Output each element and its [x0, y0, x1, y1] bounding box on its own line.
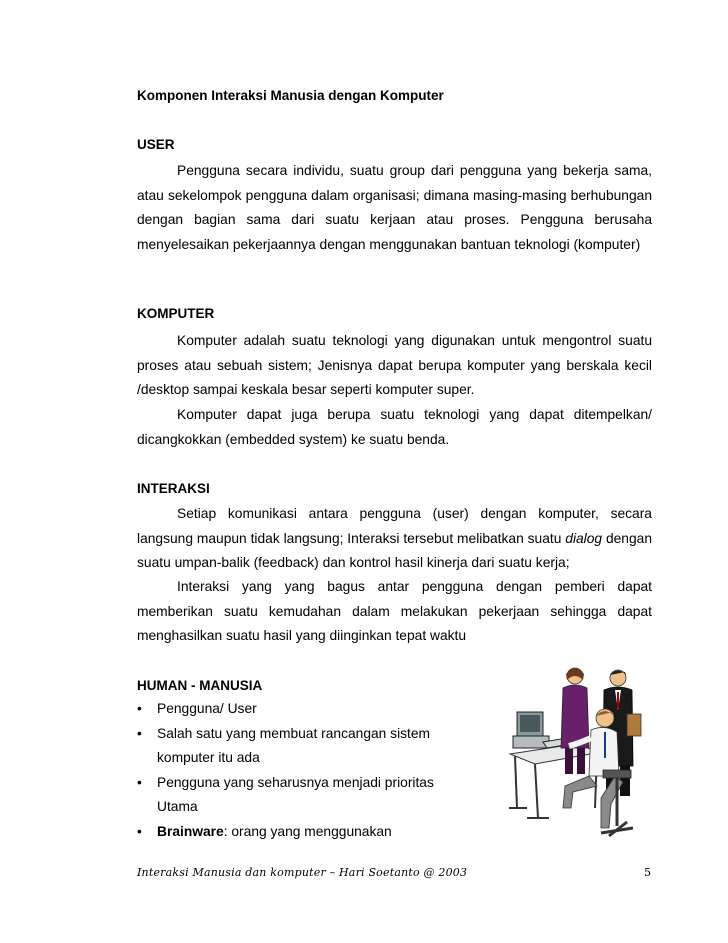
paragraph-user: Pengguna secara individu, suatu group dari pengguna yang bekerja sama, atau sekelompok pengguna dalam organisasi; dimana masing-masing berhubungan dengan bagian sama dari suatu kerjaan atau proses. Pengguna berusaha menyelesaikan pekerjaannya dengan menggunakan bantuan teknologi (komputer): [137, 163, 652, 252]
footer-divider: [137, 860, 652, 861]
list-item-text: : orang yang menggunakan: [223, 823, 392, 839]
paragraph-interaksi-1-part2: dengan suatu umpan-balik (feedback) dan kontrol hasil kinerja dari suatu kerja;: [137, 530, 653, 570]
list-item-text: Pengguna yang seharusnya menjadi prioritas Utama: [157, 774, 434, 814]
document-title: Komponen Interaksi Manusia dengan Komputer: [137, 88, 444, 103]
list-item: [137, 771, 467, 820]
list-item-text: Salah satu yang membuat rancangan sistem komputer itu ada: [157, 725, 431, 765]
paragraph-interaksi-1-part1: Setiap komunikasi antara pengguna (user) dengan komputer, secara langsung maupun tidak langsung; Interaksi tersebut melibatkan suatu: [137, 506, 652, 546]
human-bullet-list: [137, 697, 467, 844]
bullet-icon: •: [137, 701, 142, 716]
list-item: [137, 820, 467, 845]
paragraph-komputer-2: Komputer dapat juga berupa suatu teknologi yang dapat ditempelkan/ dicangkokkan (embedded system) ke suatu benda.: [137, 407, 652, 447]
bullet-icon: •: [137, 774, 142, 790]
heading-interaksi: INTERAKSI: [137, 481, 210, 496]
list-item: [137, 697, 467, 722]
bullet-icon: •: [137, 725, 142, 741]
paragraph-interaksi-2: Interaksi yang yang bagus antar pengguna dengan pemberi dapat memberikan suatu kemudahan dalam melakukan pekerjaan sehingga dapat menghasilkan suatu hasil yang diinginkan tepat waktu: [137, 579, 652, 643]
list-item-bold-term: Brainware: [157, 823, 224, 839]
paragraph-interaksi-1-italic: dialog: [565, 530, 603, 546]
heading-human: HUMAN - MANUSIA: [137, 678, 263, 693]
list-item: [137, 722, 467, 771]
list-item-text: Pengguna/ User: [157, 701, 257, 716]
heading-komputer: KOMPUTER: [137, 306, 215, 321]
people-at-computer-clipart-icon: [505, 658, 655, 848]
paragraph-interaksi-1: [137, 502, 652, 576]
paragraph-komputer-1: Komputer adalah suatu teknologi yang digunakan untuk mengontrol suatu proses atau sebuah sistem; Jenisnya dapat berupa komputer yang berskala kecil /desktop sampai keskala besar seperti komputer super.: [137, 333, 652, 397]
bullet-icon: •: [137, 823, 142, 839]
page-number: 5: [644, 866, 651, 879]
heading-user: USER: [137, 137, 175, 152]
footer-text: Interaksi Manusia dan komputer – Hari Soetanto @ 2003: [137, 866, 468, 879]
